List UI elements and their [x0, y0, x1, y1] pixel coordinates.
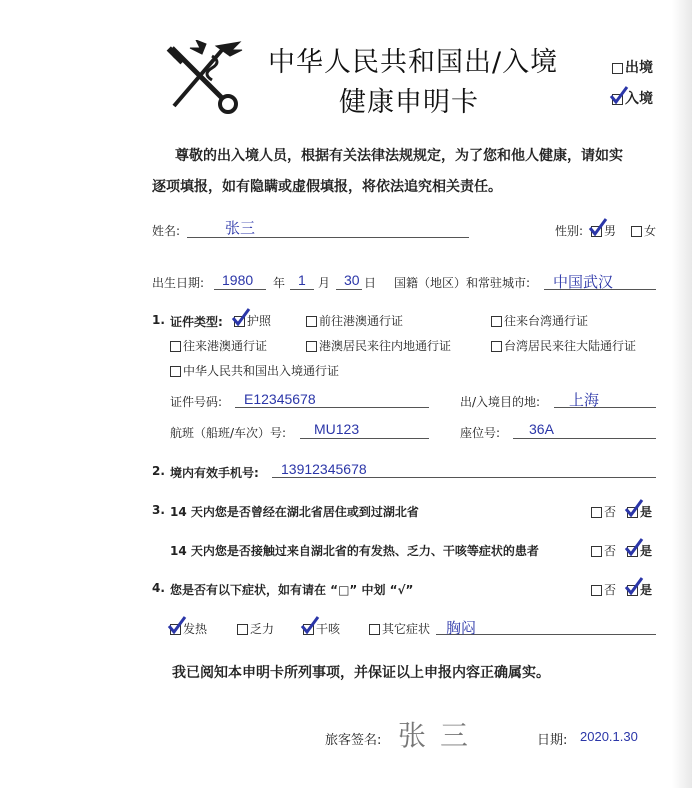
- section4-number: 4.: [152, 581, 165, 595]
- entry-checkbox[interactable]: [612, 94, 623, 105]
- q1-no-label: 否: [604, 505, 617, 519]
- q4-no-option[interactable]: [591, 581, 616, 598]
- check-mark-icon: [588, 218, 608, 238]
- signature-label: 旅客签名:: [325, 733, 382, 748]
- tw-resident-checkbox[interactable]: [491, 341, 502, 352]
- symptom-fatigue-option[interactable]: [237, 620, 274, 637]
- seat-underline: [513, 438, 656, 439]
- card-title-line1: 中华人民共和国出/入境: [268, 47, 559, 78]
- phone-underline: [272, 477, 656, 478]
- birth-day-value[interactable]: 30: [344, 272, 360, 288]
- intro-line1: 尊敬的出入境人员，根据有关法律法规规定，为了您和他人健康，请如实: [175, 148, 623, 164]
- customs-emblem-icon: [160, 40, 244, 116]
- q1-no-option[interactable]: [591, 503, 616, 520]
- date-value[interactable]: 2020.1.30: [580, 729, 638, 744]
- passport-label: 护照: [247, 314, 272, 328]
- id-number-underline: [235, 407, 429, 408]
- prc-label: 中华人民共和国出入境通行证: [183, 364, 340, 378]
- nationality-value[interactable]: 中国武汉: [553, 274, 614, 291]
- q4-yes-option[interactable]: [627, 581, 652, 598]
- destination-value[interactable]: 上海: [569, 392, 600, 409]
- page-edge-shadow: [672, 0, 692, 788]
- name-value[interactable]: 张三: [225, 220, 256, 237]
- flight-underline: [300, 438, 429, 439]
- check-mark-icon: [624, 538, 644, 558]
- birth-month-underline: [290, 289, 314, 290]
- entry-option[interactable]: [612, 88, 653, 108]
- birth-day-underline: [336, 289, 362, 290]
- q2-yes-label: 是: [640, 544, 653, 558]
- other-symptom-value[interactable]: 胸闷: [446, 620, 477, 637]
- check-mark-icon: [624, 577, 644, 597]
- check-mark-icon: [167, 616, 187, 636]
- hubei-residence-question: 14 天内您是否曾经在湖北省居住或到过湖北省: [170, 505, 419, 519]
- to-hkmo-label: 前往港澳通行证: [319, 314, 404, 328]
- exit-label: 出境: [625, 60, 653, 76]
- id-type-to-tw-option[interactable]: [491, 312, 588, 329]
- q2-yes-option[interactable]: [627, 542, 652, 559]
- phone-label: 境内有效手机号:: [170, 466, 259, 480]
- id-type-to-hkmo-option[interactable]: [306, 312, 403, 329]
- birth-year-underline: [214, 289, 266, 290]
- cough-label: 干咳: [316, 622, 341, 636]
- nationality-label: 国籍（地区）和常驻城市:: [394, 276, 531, 290]
- date-label: 日期:: [537, 733, 568, 748]
- section2-number: 2.: [152, 464, 165, 478]
- q2-yes-checkbox[interactable]: [627, 546, 638, 557]
- signature-value[interactable]: 张三: [398, 719, 483, 752]
- year-unit: 年: [273, 276, 286, 290]
- q4-no-checkbox[interactable]: [591, 585, 602, 596]
- id-type-prc-option[interactable]: [170, 362, 339, 379]
- q1-yes-option[interactable]: [627, 503, 652, 520]
- q2-no-option[interactable]: [591, 542, 616, 559]
- gender-male-option[interactable]: [591, 222, 616, 239]
- tw-resident-label: 台湾居民来往大陆通行证: [504, 339, 637, 353]
- hubei-contact-question: 14 天内您是否接触过来自湖北省的有发热、乏力、干咳等症状的患者: [170, 544, 539, 558]
- seat-value[interactable]: 36A: [529, 421, 554, 437]
- symptom-other-option[interactable]: [369, 620, 430, 637]
- exit-option[interactable]: [612, 57, 653, 77]
- q2-no-checkbox[interactable]: [591, 546, 602, 557]
- prc-checkbox[interactable]: [170, 366, 181, 377]
- hkmo-resident-label: 港澳居民来往内地通行证: [319, 339, 452, 353]
- declaration-statement: 我已阅知本申明卡所列事项，并保证以上申报内容正确属实。: [172, 665, 550, 681]
- q1-yes-label: 是: [640, 505, 653, 519]
- id-type-passport-option[interactable]: [234, 312, 271, 329]
- hkmo-resident-checkbox[interactable]: [306, 341, 317, 352]
- section3-number: 3.: [152, 503, 165, 517]
- check-mark-icon: [231, 308, 251, 328]
- entry-label: 入境: [625, 91, 653, 107]
- fever-label: 发热: [183, 622, 208, 636]
- id-type-tw-resident-option[interactable]: [491, 337, 636, 354]
- fever-checkbox[interactable]: [170, 624, 181, 635]
- to-hkmo-checkbox[interactable]: [306, 316, 317, 327]
- gender-male-checkbox[interactable]: [591, 226, 602, 237]
- destination-label: 出/入境目的地:: [460, 395, 541, 409]
- other-symptom-checkbox[interactable]: [369, 624, 380, 635]
- birth-month-value[interactable]: 1: [298, 272, 306, 288]
- gender-label: 性别:: [555, 224, 584, 238]
- fatigue-label: 乏力: [250, 622, 275, 636]
- other-symptom-label: 其它症状: [382, 622, 431, 636]
- hkmo-travel-checkbox[interactable]: [170, 341, 181, 352]
- id-type-label: 证件类型:: [170, 315, 223, 329]
- gender-male-label: 男: [604, 224, 617, 238]
- month-unit: 月: [318, 276, 331, 290]
- check-mark-icon: [609, 86, 629, 106]
- phone-value[interactable]: 13912345678: [281, 461, 367, 477]
- intro-line2: 逐项填报，如有隐瞒或虚假填报，将依法追究相关责任。: [152, 179, 502, 195]
- gender-female-option[interactable]: [631, 222, 656, 239]
- q2-no-label: 否: [604, 544, 617, 558]
- to-tw-label: 往来台湾通行证: [504, 314, 589, 328]
- symptom-cough-option[interactable]: [303, 620, 340, 637]
- section1-number: 1.: [152, 313, 165, 327]
- gender-female-label: 女: [644, 224, 657, 238]
- exit-checkbox[interactable]: [612, 63, 623, 74]
- q4-yes-label: 是: [640, 583, 653, 597]
- id-type-hkmo-resident-option[interactable]: [306, 337, 451, 354]
- q4-yes-checkbox[interactable]: [627, 585, 638, 596]
- check-mark-icon: [624, 499, 644, 519]
- check-mark-icon: [300, 616, 320, 636]
- flight-value[interactable]: MU123: [314, 421, 360, 437]
- q1-no-checkbox[interactable]: [591, 507, 602, 518]
- seat-label: 座位号:: [460, 426, 501, 440]
- cough-checkbox[interactable]: [303, 624, 314, 635]
- card-title-line2: 健康申明卡: [339, 87, 479, 118]
- flight-label: 航班（船班/车次）号:: [170, 426, 287, 440]
- id-number-value[interactable]: E12345678: [244, 391, 316, 407]
- name-label: 姓名:: [152, 224, 181, 238]
- q4-no-label: 否: [604, 583, 617, 597]
- birth-year-value[interactable]: 1980: [222, 272, 254, 288]
- fatigue-checkbox[interactable]: [237, 624, 248, 635]
- hkmo-travel-label: 往来港澳通行证: [183, 339, 268, 353]
- gender-female-checkbox[interactable]: [631, 226, 642, 237]
- symptoms-question: 您是否有以下症状，如有请在 “□” 中划 “√”: [170, 583, 414, 597]
- symptom-fever-option[interactable]: [170, 620, 207, 637]
- birth-label: 出生日期:: [152, 276, 205, 290]
- id-number-label: 证件号码:: [170, 395, 223, 409]
- id-type-hkmo-travel-option[interactable]: [170, 337, 267, 354]
- day-unit: 日: [364, 276, 377, 290]
- q1-yes-checkbox[interactable]: [627, 507, 638, 518]
- passport-checkbox[interactable]: [234, 316, 245, 327]
- to-tw-checkbox[interactable]: [491, 316, 502, 327]
